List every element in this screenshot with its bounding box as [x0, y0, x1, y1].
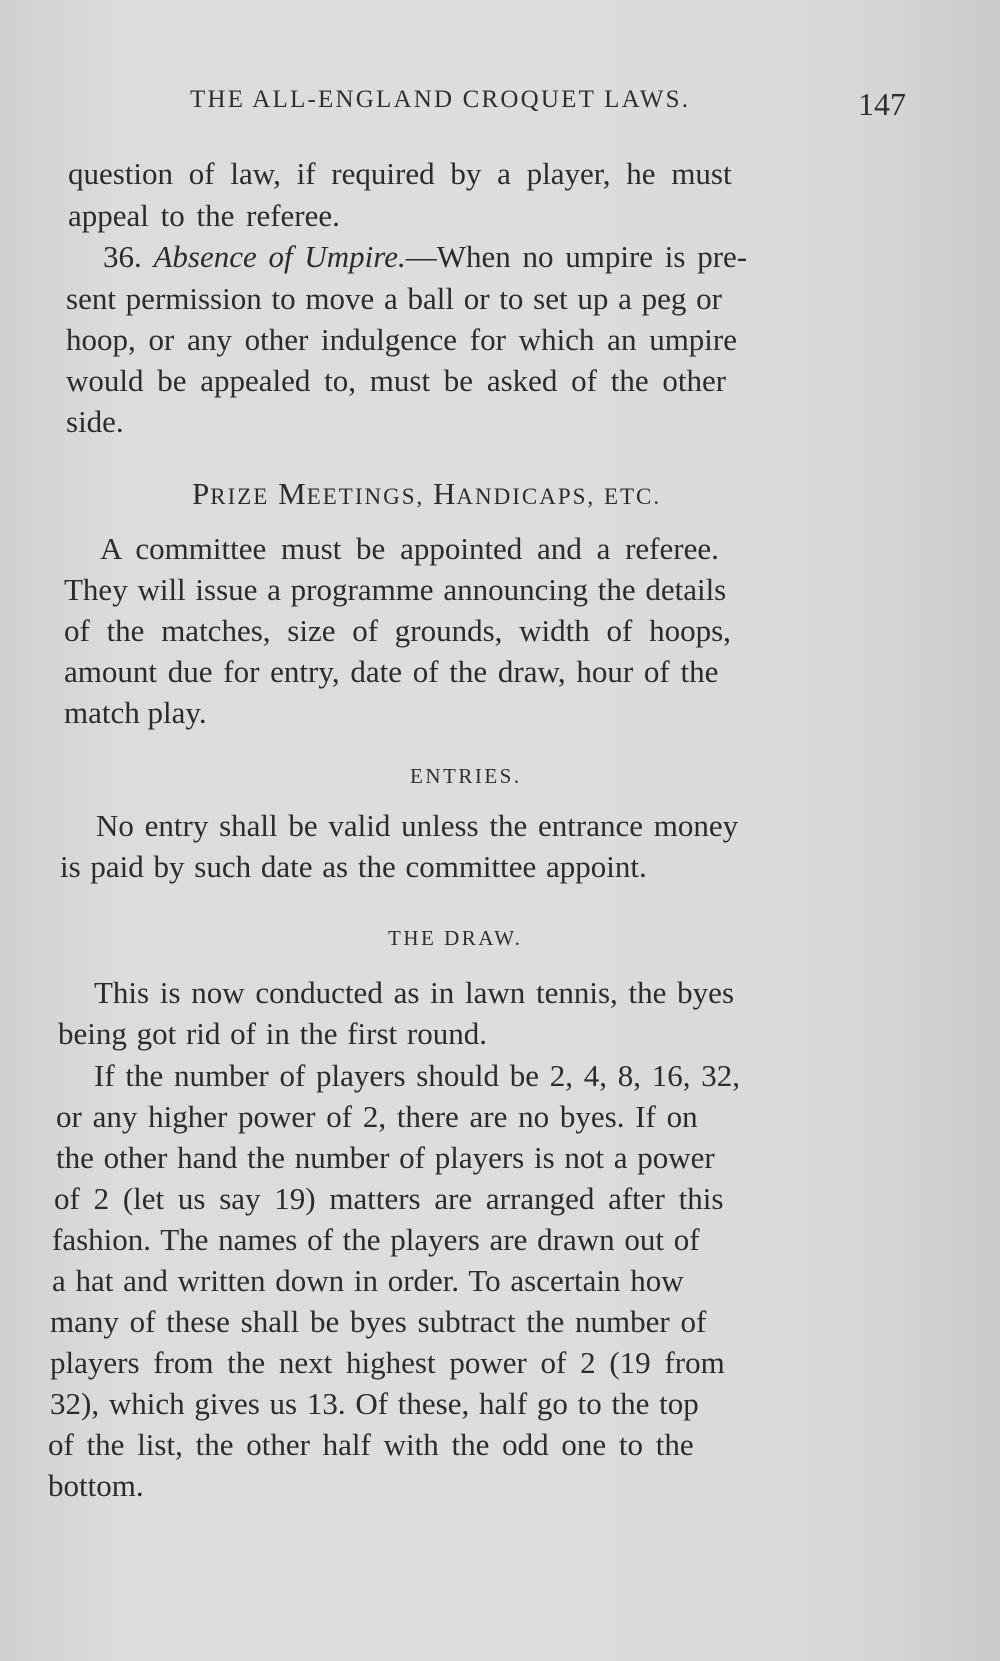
text-line: of the matches, size of grounds, width of hoops,	[64, 613, 731, 648]
rule-number: 36.	[103, 239, 142, 274]
text-line: No entry shall be valid unless the entrance money	[96, 808, 739, 843]
text-line: a hat and written down in order. To ascertain how	[52, 1263, 684, 1298]
page-number: 147	[858, 86, 906, 122]
text-line: 32), which gives us 13. Of these, half go to the top	[50, 1386, 699, 1421]
text-line: A committee must be appointed and a referee.	[100, 531, 719, 566]
text-line: hoop, or any other indulgence for which an umpire	[66, 322, 738, 357]
text-line: of the list, the other half with the odd one to the	[48, 1427, 694, 1462]
section-heading: PRIZE MEETINGS, HANDICAPS, ETC.	[192, 476, 662, 511]
text-line: amount due for entry, date of the draw, hour of the	[64, 654, 719, 689]
text-line: sent permission to move a ball or to set up a peg or	[66, 281, 722, 316]
text-line: match play.	[64, 695, 207, 730]
text-line: This is now conducted as in lawn tennis, the byes	[94, 975, 735, 1010]
text-line: players from the next highest power of 2 (19 from	[50, 1345, 725, 1380]
text-line: bottom.	[48, 1468, 144, 1503]
running-title: THE ALL-ENGLAND CROQUET LAWS.	[190, 86, 691, 113]
entries-heading: ENTRIES.	[410, 764, 522, 788]
text-line: would be appealed to, must be asked of the other	[66, 363, 727, 398]
text-line: being got rid of in the first round.	[58, 1016, 487, 1051]
text-line: of 2 (let us say 19) matters are arranged after this	[54, 1181, 724, 1216]
rule-36-first-line	[103, 241, 747, 272]
text-line: many of these shall be byes subtract the number of	[50, 1304, 707, 1339]
text-line: If the number of players should be 2, 4, 8, 16, 32,	[94, 1058, 740, 1093]
text-line: side.	[66, 404, 124, 439]
draw-heading: THE DRAW.	[388, 926, 523, 950]
text-line: They will issue a programme announcing the details	[64, 572, 727, 607]
text-line: or any higher power of 2, there are no byes. If on	[56, 1099, 698, 1134]
rule-heading: Absence of Umpire.	[153, 239, 406, 274]
rule-text: —When no umpire is pre-	[405, 239, 748, 274]
text-line: appeal to the referee.	[68, 198, 340, 233]
text-line: the other hand the number of players is not a power	[56, 1140, 715, 1175]
text-line: question of law, if required by a player, he must	[68, 156, 732, 191]
text-line: fashion. The names of the players are drawn out of	[52, 1222, 700, 1257]
text-line: is paid by such date as the committee appoint.	[60, 849, 647, 884]
